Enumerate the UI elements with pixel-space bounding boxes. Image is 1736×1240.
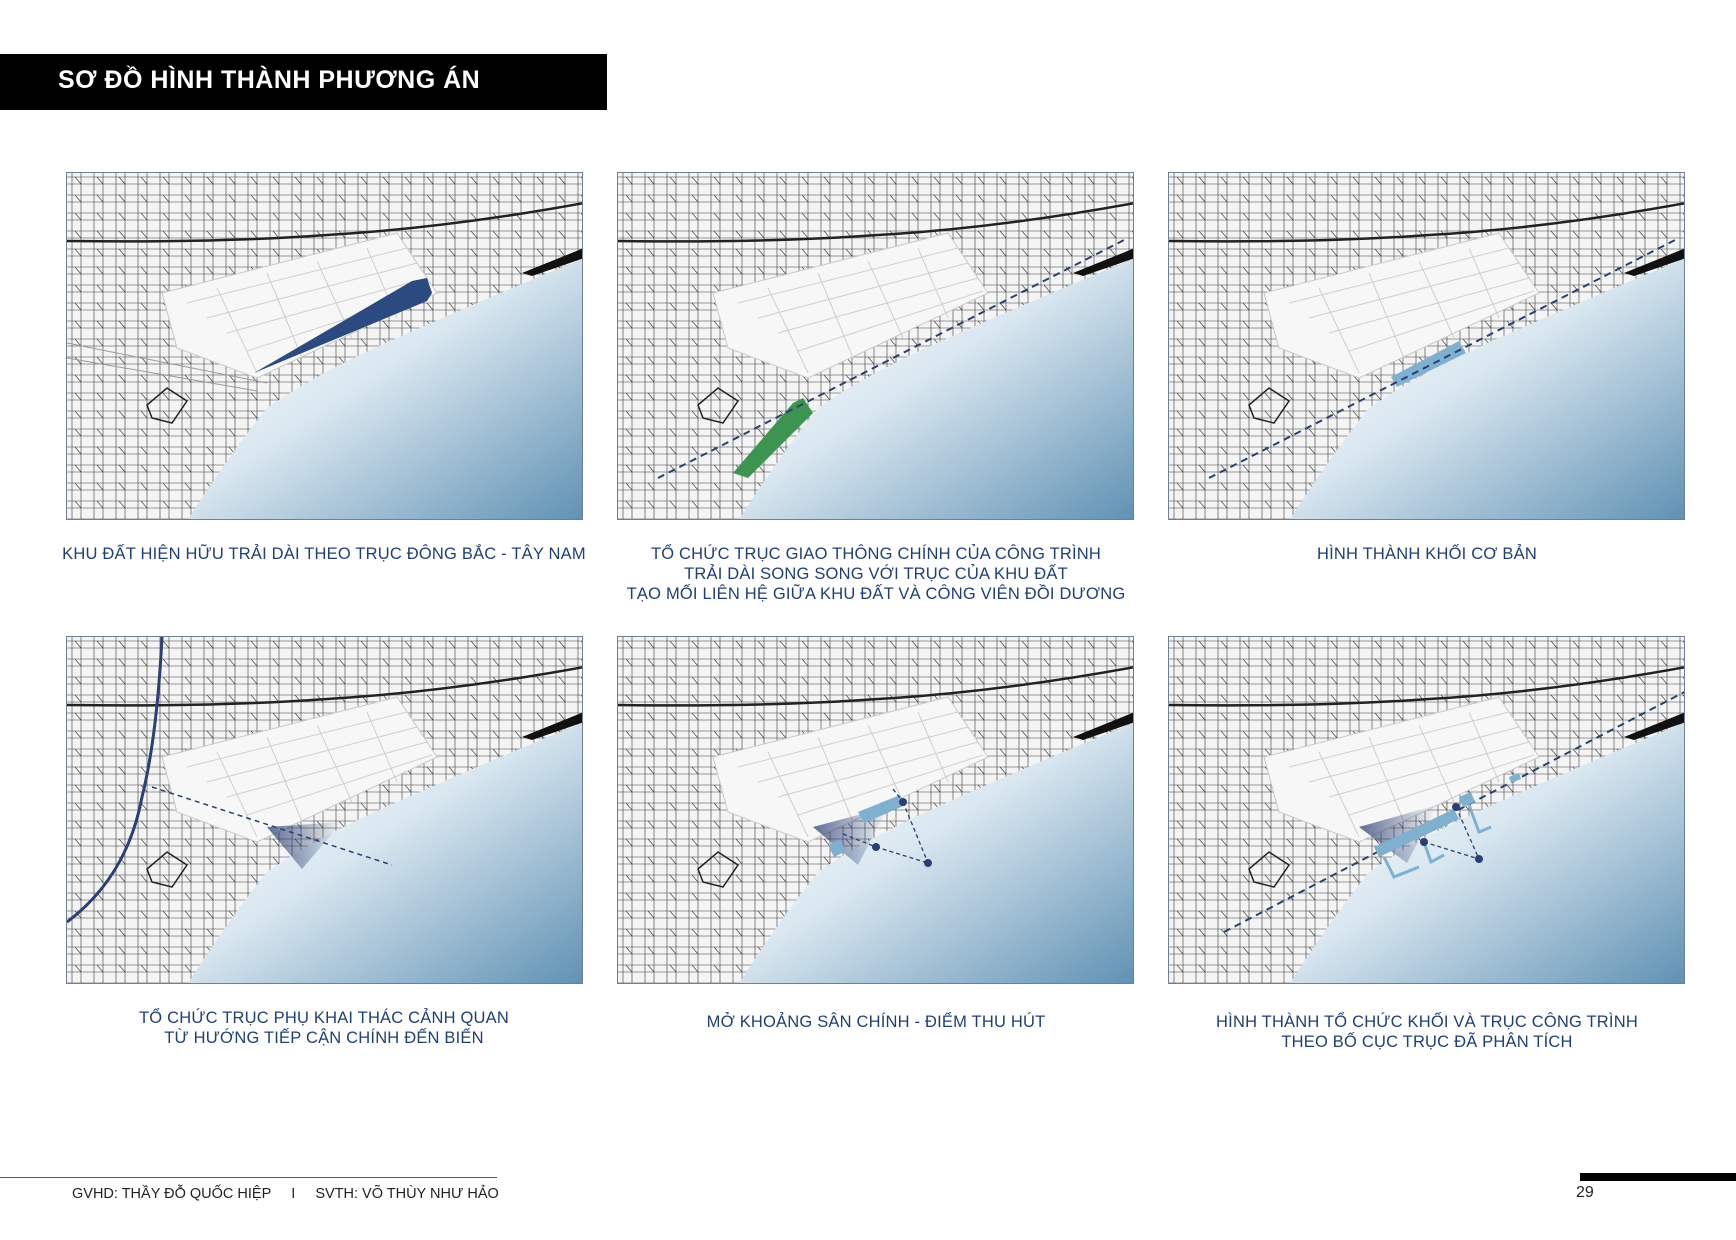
node-point <box>1420 838 1428 846</box>
node-point <box>899 798 907 806</box>
node-point <box>1452 803 1460 811</box>
caption-line: THEO BỐ CỤC TRỤC ĐÃ PHÂN TÍCH <box>1281 1033 1573 1051</box>
footer-separator: I <box>291 1186 296 1202</box>
map-final-organization-svg <box>1169 637 1685 984</box>
map-basic-mass-svg <box>1169 173 1685 520</box>
map-main-axis-svg <box>618 173 1134 520</box>
caption-main-axis <box>596 544 1156 604</box>
map-secondary-axis-svg <box>67 637 583 984</box>
map-panel-main-courtyard <box>617 636 1134 984</box>
title-bar <box>0 54 607 110</box>
caption-final-organization <box>1147 1012 1707 1052</box>
page-number: 29 <box>1576 1184 1594 1201</box>
caption-line: TRẢI DÀI SONG SONG VỚI TRỤC CỦA KHU ĐẤT <box>684 565 1068 583</box>
caption-site <box>44 544 604 564</box>
student-label: SVTH: VÕ THÙY NHƯ HẢO <box>315 1186 499 1202</box>
node-point <box>924 859 932 867</box>
caption-line: TẠO MỐI LIÊN HỆ GIỮA KHU ĐẤT VÀ CÔNG VIÊN ĐỒI DƯƠNG <box>626 585 1126 603</box>
map-site-svg <box>67 173 583 520</box>
caption-line: TỔ CHỨC TRỤC PHỤ KHAI THÁC CẢNH QUAN <box>139 1009 509 1027</box>
caption-line: KHU ĐẤT HIỆN HỮU TRẢI DÀI THEO TRỤC ĐÔNG BẮC - TÂY NAM <box>62 545 586 563</box>
caption-line: MỞ KHOẢNG SÂN CHÍNH - ĐIỂM THU HÚT <box>706 1013 1046 1031</box>
node-point <box>1475 855 1483 863</box>
footer-rule <box>0 1177 497 1178</box>
page-title: SƠ ĐỒ HÌNH THÀNH PHƯƠNG ÁN <box>58 66 481 94</box>
map-panel-basic-mass <box>1168 172 1685 520</box>
map-panel-secondary-axis <box>66 636 583 984</box>
caption-secondary-axis <box>44 1008 604 1048</box>
map-panel-main-axis <box>617 172 1134 520</box>
map-main-courtyard-svg <box>618 637 1134 984</box>
caption-line: HÌNH THÀNH TỔ CHỨC KHỐI VÀ TRỤC CÔNG TRÌNH <box>1216 1013 1638 1031</box>
advisor-label: GVHD: THẦY ĐỖ QUỐC HIỆP <box>72 1186 272 1202</box>
caption-main-courtyard <box>596 1012 1156 1032</box>
footer-page-bar <box>1580 1173 1736 1181</box>
caption-line: HÌNH THÀNH KHỐI CƠ BẢN <box>1317 545 1537 563</box>
caption-line: TỔ CHỨC TRỤC GIAO THÔNG CHÍNH CỦA CÔNG TRÌNH <box>650 545 1102 563</box>
footer-credits <box>72 1186 499 1202</box>
caption-basic-mass <box>1147 544 1707 564</box>
caption-line: TỪ HƯỚNG TIẾP CẬN CHÍNH ĐẾN BIỂN <box>164 1029 484 1047</box>
map-panel-final-organization <box>1168 636 1685 984</box>
map-panel-site <box>66 172 583 520</box>
node-point <box>872 843 880 851</box>
